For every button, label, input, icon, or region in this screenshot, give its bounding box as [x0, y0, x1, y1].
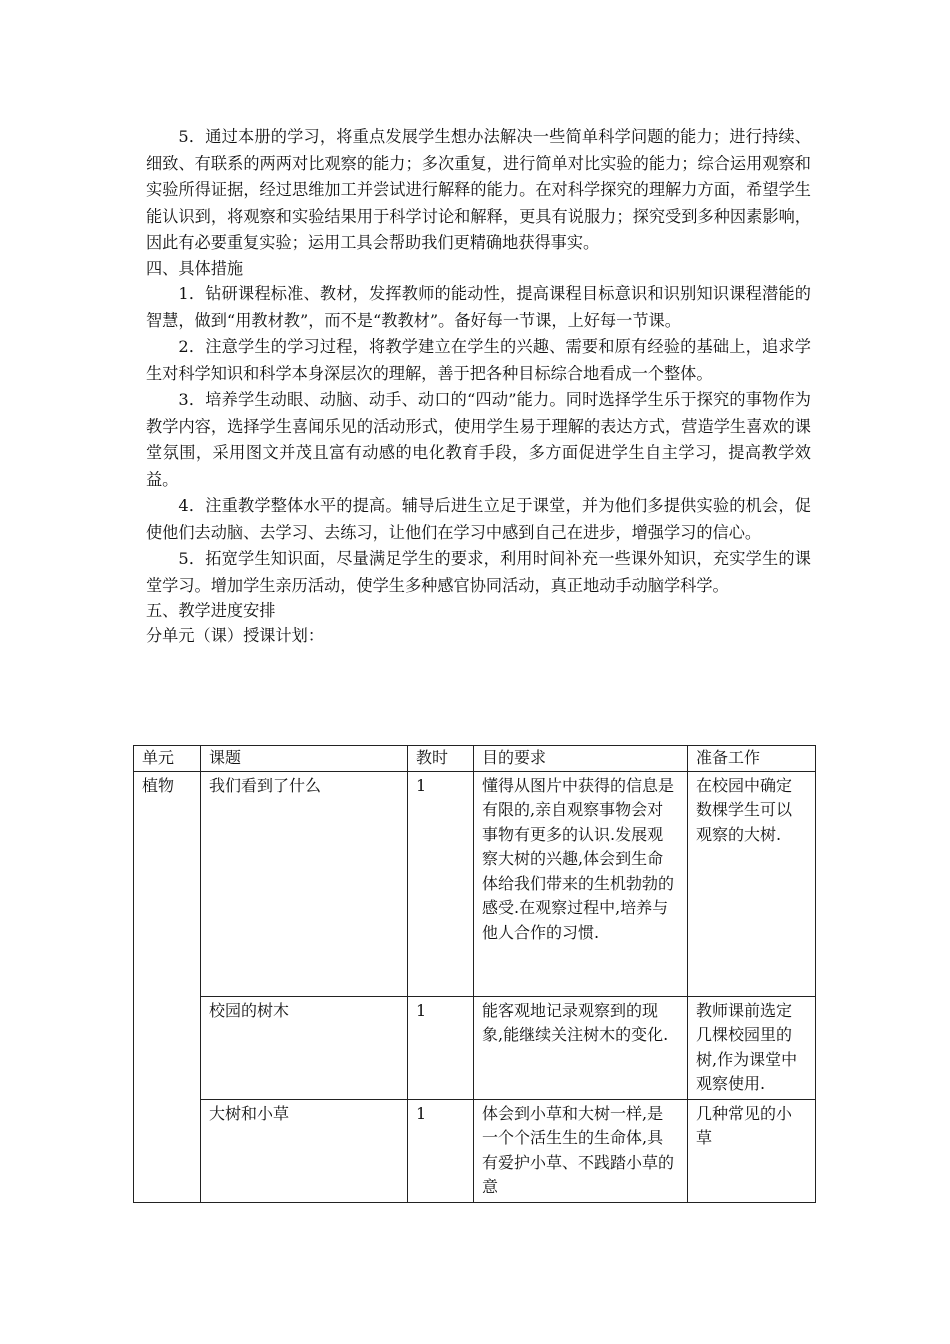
table-header-row — [134, 746, 816, 772]
section-heading-schedule: 五、教学进度安排 — [146, 601, 276, 620]
document-body — [146, 124, 811, 648]
hours-cell: 1 — [408, 996, 474, 1099]
measure-item-1: 1．钻研课程标准、教材，发挥教师的能动性，提高课程目标意识和识别知识课程潜能的智慧，做到“用教材教”，而不是“教教材”。备好每一节课，上好每一节课。 — [146, 284, 811, 330]
header-goal: 目的要求 — [474, 746, 688, 772]
prep-cell: 在校园中确定数棵学生可以观察的大树. — [688, 771, 816, 996]
topic-cell: 我们看到了什么 — [201, 771, 408, 996]
prep-cell: 教师课前选定几棵校园里的树,作为课堂中观察使用. — [688, 996, 816, 1099]
goal-cell: 体会到小草和大树一样,是一个个活生生的生命体,具有爱护小草、不践踏小草的意 — [474, 1099, 688, 1202]
table-row — [134, 771, 816, 996]
hours-cell: 1 — [408, 771, 474, 996]
unit-cell: 植物 — [134, 771, 201, 1202]
header-topic: 课题 — [201, 746, 408, 772]
header-prep: 准备工作 — [688, 746, 816, 772]
topic-cell: 校园的树木 — [201, 996, 408, 1099]
header-hours: 教时 — [408, 746, 474, 772]
header-unit: 单元 — [134, 746, 201, 772]
table-row — [134, 996, 816, 1099]
goal-cell: 能客观地记录观察到的现象,能继续关注树木的变化. — [474, 996, 688, 1099]
measure-item-4: 4．注重教学整体水平的提高。辅导后进生立足于课堂，并为他们多提供实验的机会，促使他们去动脑、去学习、去练习，让他们在学习中感到自己在进步，增强学习的信心。 — [146, 496, 811, 542]
section-heading-measures: 四、具体措施 — [146, 258, 244, 278]
goal-cell: 懂得从图片中获得的信息是有限的,亲自观察事物会对事物有更多的认识.发展观察大树的兴趣,体会到生命体给我们带来的生机勃勃的感受.在观察过程中,培养与他人合作的习惯. — [474, 771, 688, 996]
paragraph-goal-5: 5．通过本册的学习，将重点发展学生想办法解决一些简单科学问题的能力；进行持续、细致、有联系的两两对比观察的能力；多次重复，进行简单对比实验的能力；综合运用观察和实验所得证据，经过思维加工并尝试进行解释的能力。在对科学探究的理解力方面，希望学生能认识到，将观察和实验结果用于科学讨论和解释，更具有说服力；探究受到多种因素影响，因此有必要重复实验；运用工具会帮助我们更精确地获得事实。 — [146, 127, 811, 252]
table-row — [134, 1099, 816, 1202]
schedule-subheading: 分单元（课）授课计划： — [146, 625, 325, 645]
measure-item-5: 5．拓宽学生知识面，尽量满足学生的要求，利用时间补充一些课外知识，充实学生的课堂学习。增加学生亲历活动，使学生多种感官协同活动，真正地动手动脑学科学。 — [146, 549, 811, 595]
measure-item-3: 3．培养学生动眼、动脑、动手、动口的“四动”能力。同时选择学生乐于探究的事物作为教学内容，选择学生喜闻乐见的活动形式，使用学生易于理解的表达方式，营造学生喜欢的课堂氛围，采用图文并茂且富有动感的电化教育手段，多方面促进学生自主学习，提高教学效益。 — [146, 390, 811, 489]
measure-item-2: 2．注意学生的学习过程，将教学建立在学生的兴趣、需要和原有经验的基础上，追求学生对科学知识和科学本身深层次的理解，善于把各种目标综合地看成一个整体。 — [146, 337, 811, 383]
lesson-plan-table — [133, 745, 816, 1203]
topic-cell: 大树和小草 — [201, 1099, 408, 1202]
hours-cell: 1 — [408, 1099, 474, 1202]
prep-cell: 几种常见的小草 — [688, 1099, 816, 1202]
